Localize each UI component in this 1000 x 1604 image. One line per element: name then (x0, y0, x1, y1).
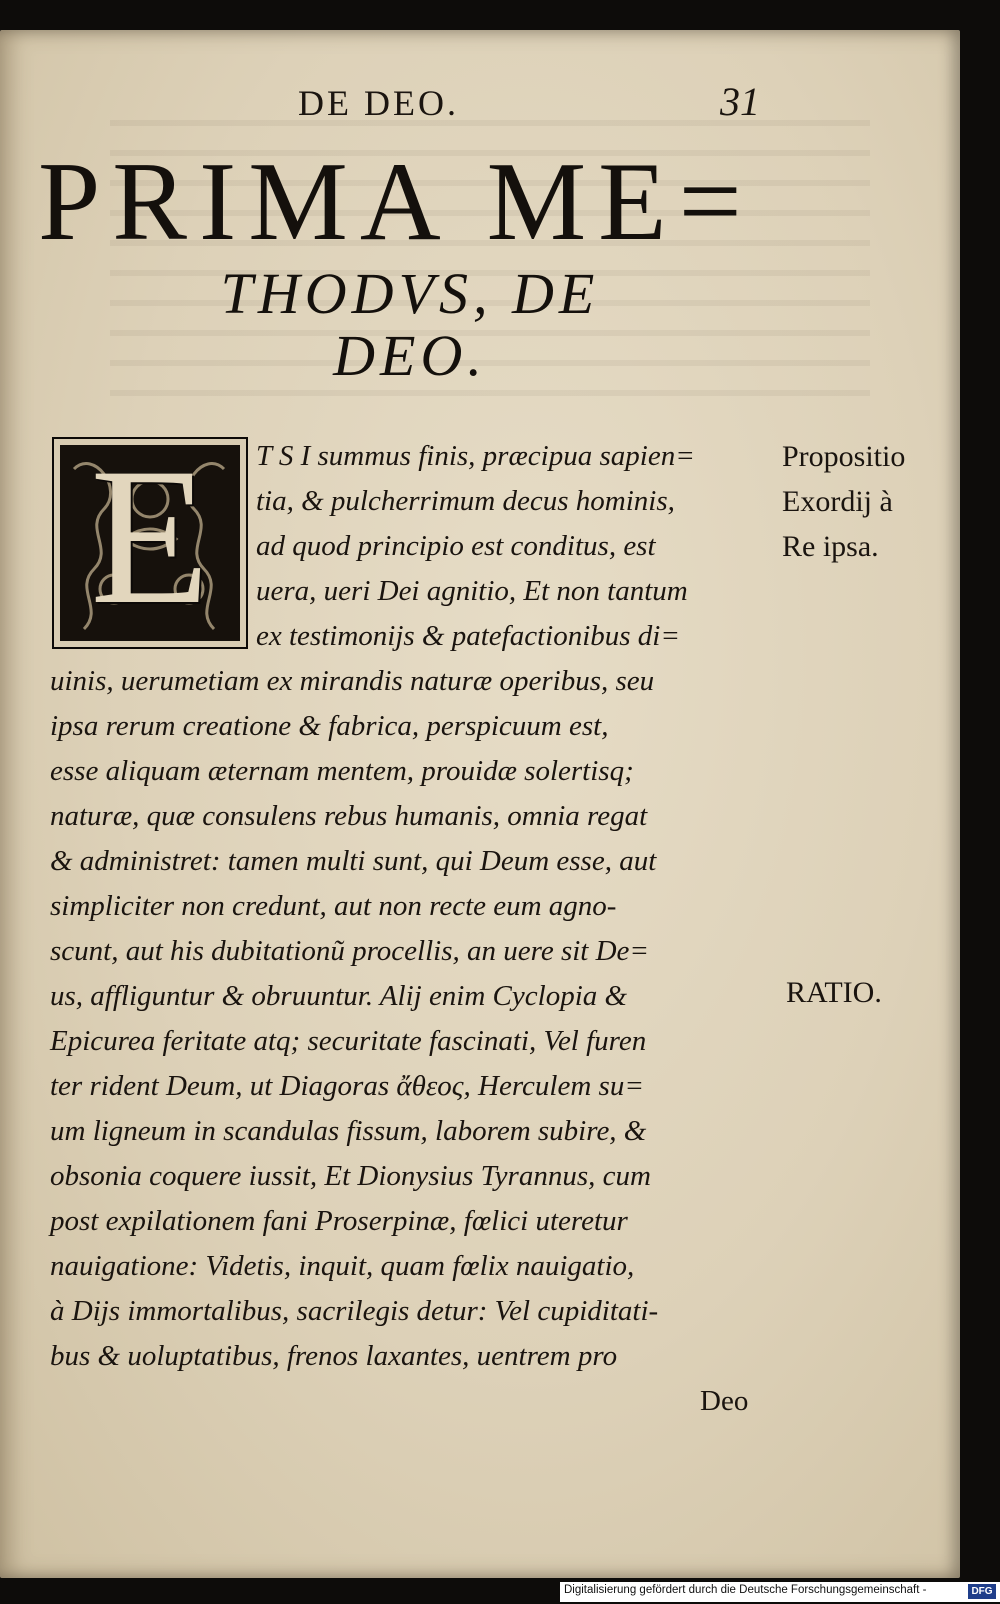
body-line: ter rident Deum, ut Diagoras ἄθεος, Herculem su= (50, 1070, 644, 1102)
chapter-title-line-1: PRIMA ME= (38, 140, 754, 264)
body-line: ad quod principio est conditus, est (256, 530, 656, 562)
page-number: 31 (720, 79, 760, 124)
body-line: obsonia coquere iussit, Et Dionysius Tyrannus, cum (50, 1160, 651, 1192)
digitization-footer (560, 1582, 1000, 1602)
dfg-logo: DFG (968, 1584, 996, 1599)
body-line: um ligneum in scandulas fissum, laborem subire, & (50, 1115, 647, 1147)
body-line: tia, & pulcherrimum decus hominis, (256, 485, 675, 517)
marginal-note-line: Exordij à (782, 485, 893, 518)
body-line: scunt, aut his dubitationũ procellis, an uere sit De= (50, 935, 649, 967)
body-line: ex testimonijs & patefactionibus di= (256, 620, 680, 652)
body-line: uera, ueri Dei agnitio, Et non tantum (256, 575, 688, 607)
body-line: bus & uoluptatibus, frenos laxantes, uentrem pro (50, 1340, 618, 1372)
body-line: simpliciter non credunt, aut non recte eum agno- (50, 890, 617, 922)
body-line: esse aliquam æternam mentem, prouidæ solertisq; (50, 755, 634, 787)
body-line: nauigatione: Videtis, inquit, quam fœlix nauigatio, (50, 1250, 635, 1282)
footer-credit: Digitalisierung gefördert durch die Deutsche Forschungsgemeinschaft - (564, 1584, 927, 1596)
chapter-title-line-3: DEO. (333, 323, 487, 388)
body-line: uinis, uerumetiam ex mirandis naturæ operibus, seu (50, 665, 655, 697)
running-head: DE DEO. (298, 83, 459, 123)
body-line: naturæ, quæ consulens rebus humanis, omnia regat (50, 800, 648, 832)
initial-letter: E (90, 428, 210, 645)
body-line: T S I summus finis, præcipua sapien= (256, 440, 695, 472)
decorated-initial (52, 428, 248, 649)
body-line: post expilationem fani Proserpinæ, fœlici uteretur (50, 1205, 628, 1237)
book-page (0, 30, 960, 1578)
marginal-note-line: Propositio (782, 440, 906, 473)
body-line: ipsa rerum creatione & fabrica, perspicuum est, (50, 710, 609, 742)
catchword: Deo (700, 1385, 749, 1417)
body-line: Epicurea feritate atq; securitate fascinati, Vel furen (50, 1025, 647, 1057)
marginal-note-line: Re ipsa. (782, 530, 879, 563)
body-line: à Dijs immortalibus, sacrilegis detur: Vel cupiditati- (50, 1295, 659, 1327)
body-line: us, affliguntur & obruuntur. Alij enim Cyclopia & (50, 980, 628, 1012)
body-line: & administret: tamen multi sunt, qui Deum esse, aut (50, 845, 657, 877)
marginal-note-ratio: RATIO. (786, 976, 882, 1009)
chapter-title-line-2: THODVS, DE (220, 261, 600, 326)
